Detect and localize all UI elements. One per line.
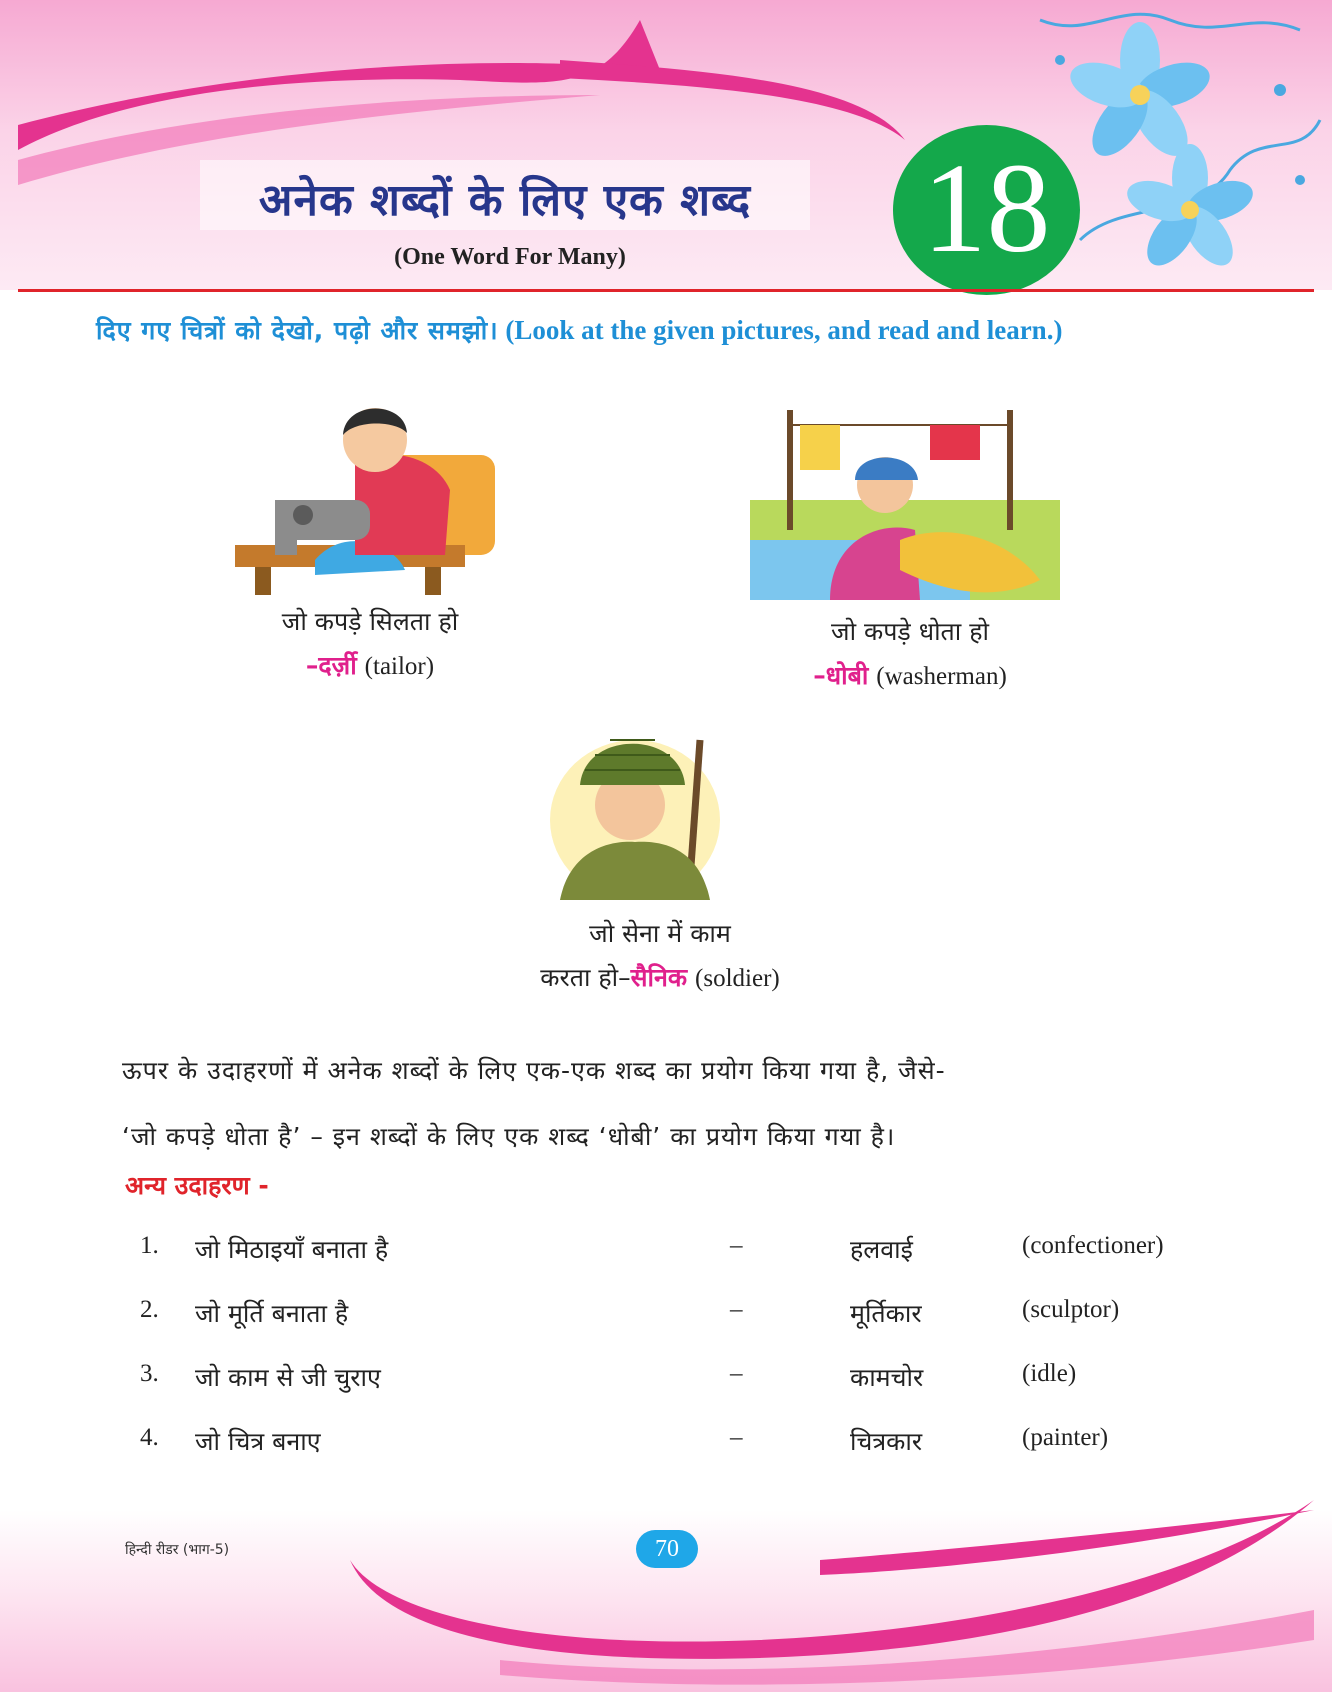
- other-examples-heading: अन्य उदाहरण -: [125, 1171, 269, 1200]
- example-number: 4.: [140, 1424, 159, 1451]
- washerman-illustration: [750, 410, 1060, 600]
- example-english: (painter): [1022, 1424, 1109, 1451]
- tailor-caption-line2: [240, 644, 500, 689]
- example-phrase: जो मिठाइयाँ बनाता है: [195, 1235, 389, 1264]
- washerman-english: (washerman): [876, 663, 1007, 690]
- example-phrase: जो चित्र बनाए: [195, 1427, 321, 1456]
- washerman-word: –धोबी: [813, 661, 869, 690]
- soldier-english: (soldier): [695, 965, 780, 992]
- example-dash: –: [730, 1232, 743, 1259]
- soldier-word: सैनिक: [630, 963, 688, 992]
- explanation-paragraph: [122, 1038, 1212, 1170]
- chapter-number: 18: [922, 137, 1051, 279]
- lesson-subtitle: (One Word For Many): [394, 244, 626, 270]
- instruction-hindi: दिए गए चित्रों को देखो, पढ़ो और समझो।: [96, 316, 499, 345]
- tailor-word: –दर्ज़ी: [305, 651, 357, 680]
- soldier-caption: [480, 912, 840, 1001]
- example-dash: –: [730, 1424, 743, 1451]
- example-number: 1.: [140, 1232, 159, 1259]
- tailor-caption-line1: जो कपड़े सिलता हो: [281, 607, 459, 636]
- example-row: [0, 1424, 1332, 1474]
- header-divider: [18, 289, 1314, 292]
- example-row: [0, 1296, 1332, 1346]
- book-title-footer: हिन्दी रीडर (भाग-5): [125, 1542, 230, 1558]
- washerman-caption-line2: [760, 654, 1060, 699]
- example-word: कामचोर: [850, 1363, 924, 1392]
- soldier-caption-line1: जो सेना में काम: [589, 919, 731, 948]
- example-word: मूर्तिकार: [850, 1299, 922, 1328]
- example-word: चित्रकार: [850, 1427, 923, 1456]
- washerman-caption-line1: जो कपड़े धोता हो: [831, 617, 989, 646]
- example-row: [0, 1360, 1332, 1410]
- page-number: 70: [655, 1535, 679, 1562]
- example-english: (idle): [1022, 1360, 1077, 1387]
- explanation-line2: ‘जो कपड़े धोता है’ – इन शब्दों के लिए एक शब्द ‘धोबी’ का प्रयोग किया गया है।: [122, 1122, 896, 1151]
- example-dash: –: [730, 1360, 743, 1387]
- example-number: 2.: [140, 1296, 159, 1323]
- instruction: [96, 310, 1246, 351]
- page-number-badge: [636, 1530, 698, 1568]
- chapter-badge: [893, 125, 1080, 295]
- washerman-caption: [760, 610, 1060, 699]
- soldier-caption-line2: [480, 956, 840, 1001]
- footer-swoosh-decoration: [0, 1490, 1332, 1692]
- example-row: [0, 1232, 1332, 1282]
- example-dash: –: [730, 1296, 743, 1323]
- example-english: (sculptor): [1022, 1296, 1120, 1323]
- tailor-illustration: [235, 395, 510, 595]
- soldier-illustration: [550, 710, 720, 900]
- example-word: हलवाई: [850, 1235, 913, 1264]
- instruction-english: (Look at the given pictures, and read and learn.): [505, 315, 1063, 345]
- example-phrase: जो काम से जी चुराए: [195, 1363, 381, 1392]
- example-phrase: जो मूर्ति बनाता है: [195, 1299, 349, 1328]
- lesson-title: अनेक शब्दों के लिए एक शब्द: [258, 175, 752, 226]
- example-english: (confectioner): [1022, 1232, 1164, 1259]
- explanation-line1: ऊपर के उदाहरणों में अनेक शब्दों के लिए एक-एक शब्द का प्रयोग किया गया है, जैसे-: [122, 1056, 946, 1085]
- example-number: 3.: [140, 1360, 159, 1387]
- tailor-english: (tailor): [364, 653, 435, 680]
- soldier-caption-prefix: करता हो–: [540, 963, 631, 992]
- tailor-caption: [240, 600, 500, 689]
